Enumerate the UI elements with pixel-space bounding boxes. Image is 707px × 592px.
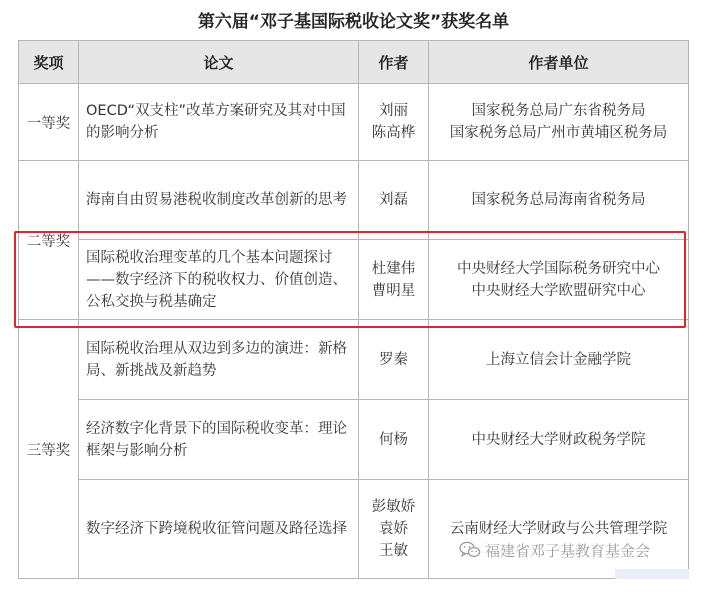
header-org: 作者单位 [429,41,689,84]
author-names: 刘磊 [359,161,429,240]
watermark [459,539,650,561]
table-row [19,240,689,320]
table-row [19,84,689,161]
paper-title: 国际税收治理变革的几个基本问题探讨 ——数字经济下的税收权力、价值创造、公私交换与税基确定 [79,240,359,320]
author-org: 云南财经大学财政与公共管理学院 [429,480,689,579]
award-third: 三等奖 [19,320,79,579]
bottom-strip [615,569,689,579]
table-row [19,161,689,240]
paper-title: 经济数字化背景下的国际税收变革：理论框架与影响分析 [79,400,359,480]
paper-title: 数字经济下跨境税收征管问题及路径选择 [79,480,359,579]
header-paper: 论文 [79,41,359,84]
author-names: 何杨 [359,400,429,480]
author-org: 中央财经大学国际税务研究中心 中央财经大学欧盟研究中心 [429,240,689,320]
page-title: 第六届“邓子基国际税收论文奖”获奖名单 [197,12,510,32]
paper-title: 国际税收治理从双边到多边的演进：新格局、新挑战及新趋势 [79,320,359,400]
wechat-icon [459,541,481,559]
paper-title: 海南自由贸易港税收制度改革创新的思考 [79,161,359,240]
author-org: 上海立信会计金融学院 [429,320,689,400]
author-names: 彭敏娇 袁娇 王敏 [359,480,429,579]
author-names: 刘丽 陈高桦 [359,84,429,161]
table-row [19,320,689,400]
header-author: 作者 [359,41,429,84]
author-names: 杜建伟 曹明星 [359,240,429,320]
author-org: 中央财经大学财政税务学院 [429,400,689,480]
author-names: 罗秦 [359,320,429,400]
author-org: 国家税务总局海南省税务局 [429,161,689,240]
header-award: 奖项 [19,41,79,84]
award-table [18,40,689,579]
watermark-text: 福建省邓子基教育基金会 [485,541,651,560]
award-second: 二等奖 [19,161,79,320]
table-row [19,480,689,579]
paper-title: OECD“双支柱”改革方案研究及其对中国的影响分析 [79,84,359,161]
table-header-row [19,41,689,84]
author-org: 国家税务总局广东省税务局 国家税务总局广州市黄埔区税务局 [429,84,689,161]
table-row [19,400,689,480]
award-first: 一等奖 [19,84,79,161]
